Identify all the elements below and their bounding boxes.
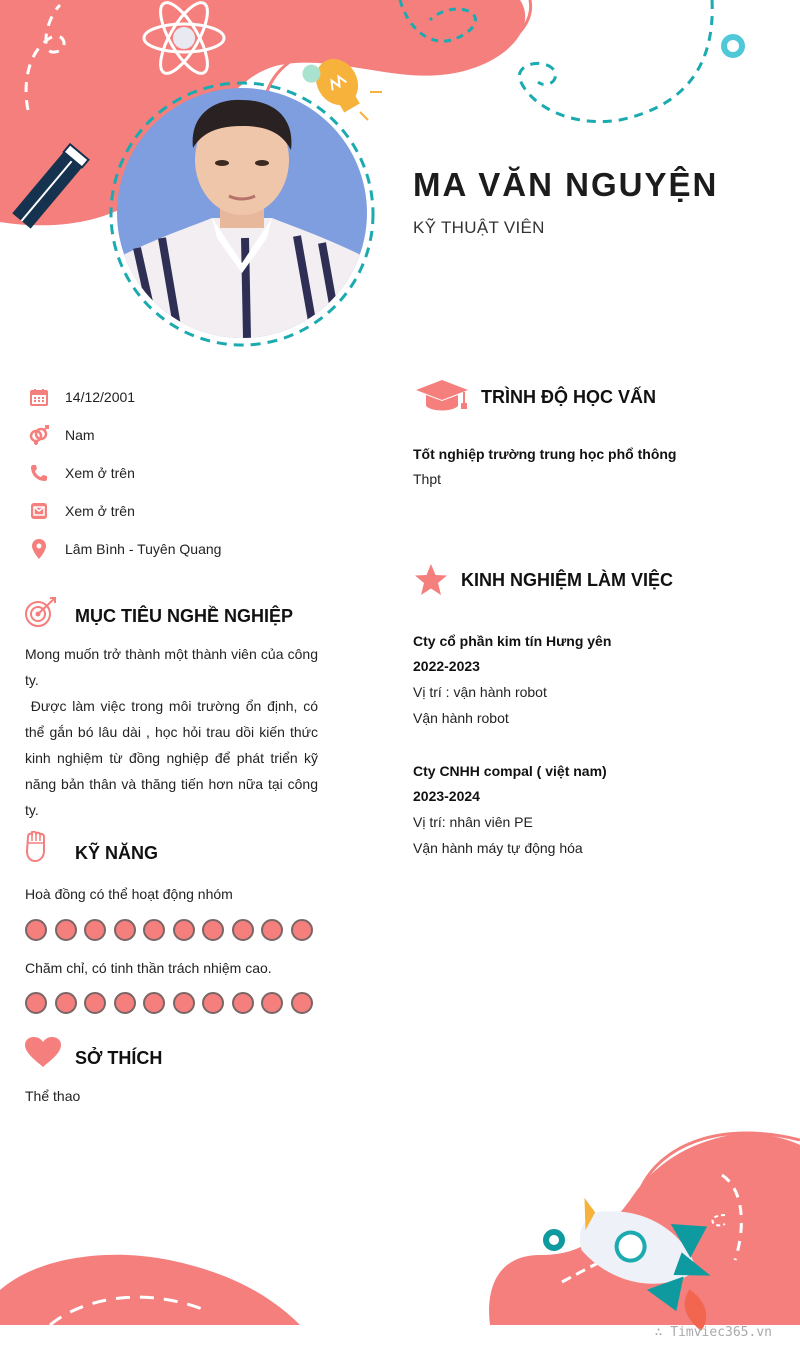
watermark: ∴ Timviec365.vn (654, 1325, 772, 1340)
experience-company: Cty CNHH compal ( việt nam) (413, 763, 607, 779)
gender-text: Nam (65, 427, 95, 443)
rating-dot (25, 919, 47, 941)
address-text: Lâm Bình - Tuyên Quang (65, 541, 222, 557)
education-school: Tốt nghiệp trường trung học phổ thông (413, 446, 677, 462)
rating-dot (84, 919, 106, 941)
rating-dot (291, 919, 313, 941)
birthday-text: 14/12/2001 (65, 389, 136, 405)
skill-rating (25, 992, 313, 1014)
rating-dot (55, 919, 77, 941)
rating-dot (84, 992, 106, 1014)
rating-dot (173, 919, 195, 941)
rating-dot (114, 992, 136, 1014)
education-title: TRÌNH ĐỘ HỌC VẤN (481, 387, 656, 407)
bottom-left-blob (0, 1255, 300, 1325)
rating-dot (232, 992, 254, 1014)
rating-dot (25, 992, 47, 1014)
calendar-icon (28, 386, 50, 408)
job-title: KỸ THUẬT VIÊN (413, 218, 545, 237)
star-icon (414, 563, 448, 602)
rating-dot (261, 992, 283, 1014)
phone-text: Xem ở trên (65, 465, 135, 481)
skill-rating (25, 919, 313, 941)
hobbies-text: Thể thao (25, 1088, 81, 1104)
education-detail: Thpt (413, 471, 442, 487)
experience-title: KINH NGHIỆM LÀM VIỆC (461, 570, 674, 590)
skills-title: KỸ NĂNG (75, 843, 159, 863)
experience-item (413, 629, 611, 731)
experience-period: 2022-2023 (413, 658, 480, 674)
ring-icon (724, 37, 742, 55)
contact-row-email (28, 499, 358, 523)
email-text: Xem ở trên (65, 503, 135, 519)
skill-name: Chăm chỉ, có tinh thần trách nhiệm cao. (25, 960, 272, 976)
objective-line-1: Mong muốn trở thành một thành viên của công ty. (25, 646, 318, 688)
rating-dot (173, 992, 195, 1014)
fist-icon (24, 831, 48, 868)
experience-position: Vị trí: nhân viên PE (413, 814, 533, 830)
objective-title: MỤC TIÊU NGHỀ NGHIỆP (75, 606, 294, 626)
rating-dot (143, 919, 165, 941)
rating-dot (114, 919, 136, 941)
objective-text (25, 641, 322, 823)
experience-description: Vận hành máy tự động hóa (413, 840, 583, 856)
rating-dot (232, 919, 254, 941)
experience-item (413, 759, 607, 861)
phone-icon (28, 462, 50, 484)
avatar (117, 88, 367, 338)
heart-icon (24, 1036, 62, 1073)
experience-description: Vận hành robot (413, 710, 509, 726)
hobbies-title: SỞ THÍCH (75, 1048, 163, 1068)
location-pin-icon (28, 538, 50, 560)
rating-dot (55, 992, 77, 1014)
rating-dot (202, 992, 224, 1014)
experience-position: Vị trí : vận hành robot (413, 684, 547, 700)
gender-icon (28, 424, 50, 446)
rating-dot (261, 919, 283, 941)
candidate-name: MA VĂN NGUYỆN (413, 166, 719, 203)
experience-company: Cty cổ phần kim tín Hưng yên (413, 633, 612, 649)
small-teal-ring (546, 1232, 562, 1248)
contact-row-gender (28, 423, 358, 447)
objective-line-2: Được làm việc trong môi trường ổn định, có thể gắn bó lâu dài , học hỏi trau dồi kiến thức kinh nghiệm từ đồng nghiệp để phát triển kỹ năng bản thân và thăng tiến hơn nữa tại công ty. (25, 698, 322, 818)
contact-row-address (28, 537, 358, 561)
rating-dot (202, 919, 224, 941)
contact-row-phone (28, 461, 358, 485)
graduation-cap-icon (414, 380, 470, 419)
contact-row-birthday (28, 385, 358, 409)
email-icon (28, 500, 50, 522)
rating-dot (143, 992, 165, 1014)
rating-dot (291, 992, 313, 1014)
target-icon (24, 596, 58, 635)
experience-period: 2023-2024 (413, 788, 480, 804)
skill-name: Hoà đồng có thể hoạt động nhóm (25, 886, 233, 902)
